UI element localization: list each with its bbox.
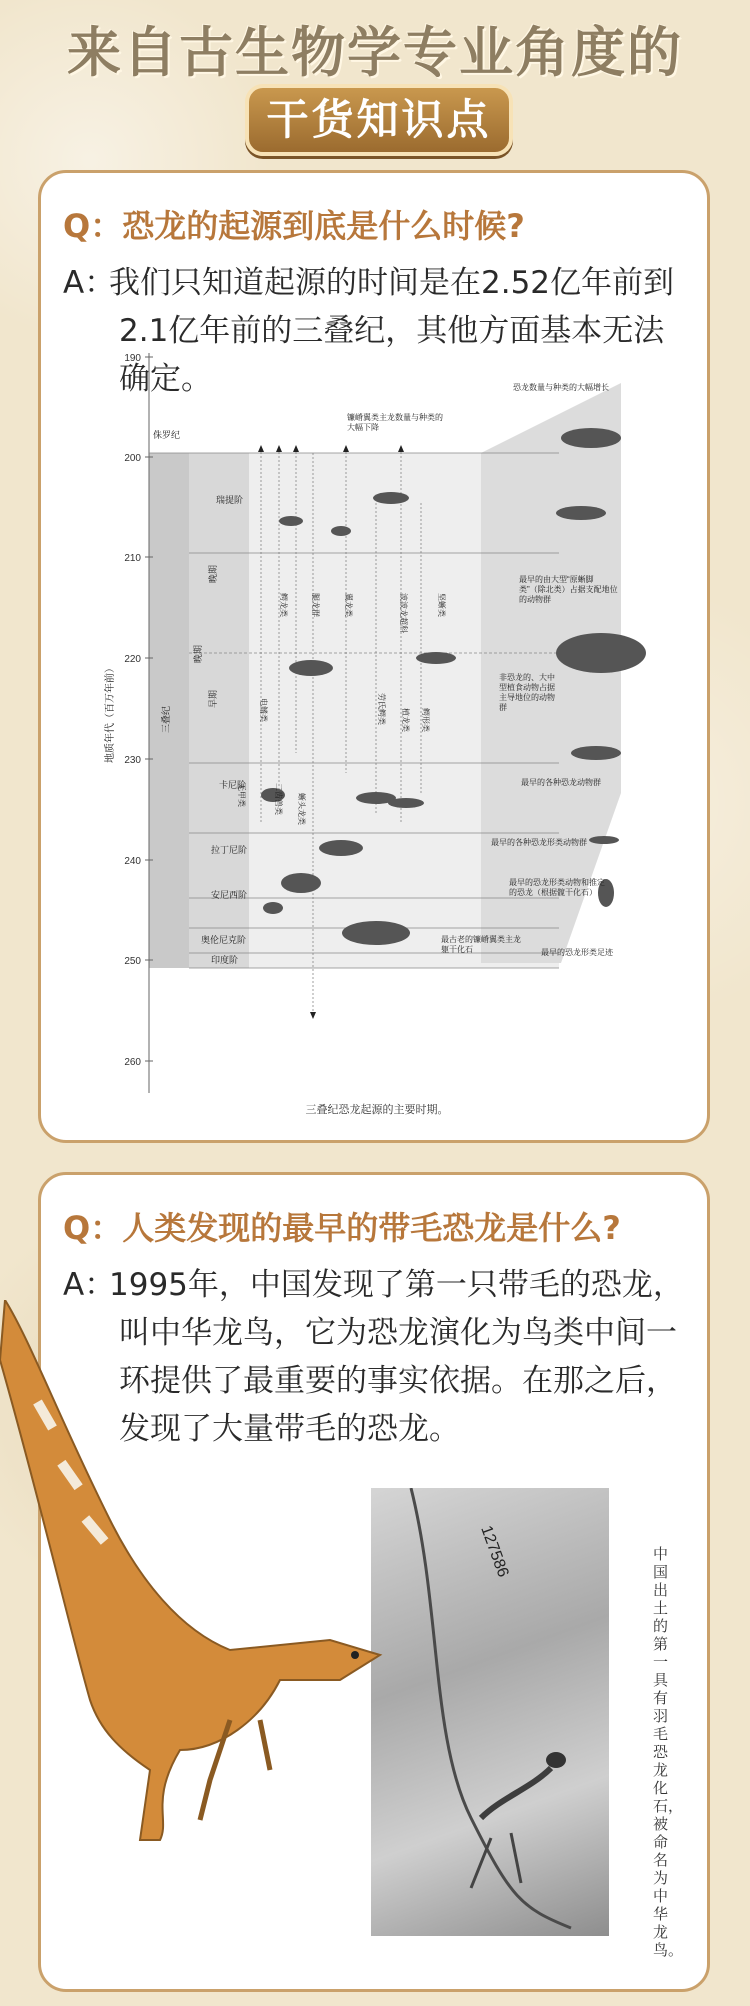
lineage-label: 电鳍类 — [259, 698, 268, 722]
y-tick-label: 260 — [124, 1057, 141, 1068]
note-text: 恐龙数量与种类的大幅增长 — [513, 383, 609, 392]
page-title: 来自古生物学专业角度的 — [67, 21, 683, 84]
lineage-label: 无甲类 — [237, 783, 246, 807]
answer-prefix: A： — [63, 265, 116, 301]
answer-prefix: A： — [63, 1267, 116, 1303]
note-text: 最早的恐龙形类动物和推定的恐龙（根据髋干化石） — [509, 878, 605, 897]
lineage-label: 二齿兽类 — [274, 783, 283, 815]
note-text: 非恐龙的、大中型植食动物占据主导地位的动物群 — [499, 673, 555, 712]
y-tick-label: 210 — [124, 553, 141, 564]
answer-text: 1995年，中国发现了第一只带毛的恐龙，叫中华龙鸟，它为恐龙演化为鸟类中间一环提供了最重要的事实依据。在那之后，发现了大量带毛的恐龙。 — [109, 1267, 684, 1447]
title-badge: 干货知识点 — [245, 84, 513, 156]
lineage-label: 劳氏鳄类 — [377, 693, 386, 725]
note-text: 最早的恐龙形类足迹 — [541, 948, 613, 957]
period-label: 侏罗纪 — [153, 430, 181, 440]
epoch-label: 晚期 — [208, 564, 218, 583]
note-text: 镰嵴翼类主龙数量与种类的大幅下降 — [347, 413, 443, 432]
question-text: Q：恐龙的起源到底是什么时候? — [63, 207, 525, 245]
diagram-caption: 三叠纪恐龙起源的主要时期。 — [305, 1103, 449, 1116]
note-text: 最古老的镰嵴翼类主龙躯干化石 — [441, 935, 521, 954]
answer-text: 我们只知道起源的时间是在2.52亿年前到2.1亿年前的三叠纪，其他方面基本无法确定。 — [109, 265, 675, 397]
y-tick-label: 190 — [124, 353, 141, 364]
stage-label: 瑞提阶 — [216, 495, 244, 505]
fossil-number: 127586 — [477, 1523, 512, 1580]
epoch-label: 早期 — [208, 689, 218, 708]
y-tick-label: 220 — [124, 654, 141, 665]
question-text: Q：人类发现的最早的带毛恐龙是什么? — [63, 1209, 621, 1247]
triassic-timeline-diagram — [101, 353, 661, 1093]
lineage-label: 植龙类 — [401, 708, 410, 732]
stage-label: 卡尼阶 — [219, 780, 247, 790]
stage-label: 拉丁尼阶 — [211, 845, 248, 855]
note-text: 最早的各种恐龙形类动物群 — [491, 838, 587, 847]
lineage-label: 波波龙超科 — [399, 593, 408, 633]
lineage-label: 鳄形类 — [421, 708, 430, 732]
lineage-label: 腿龙群 — [311, 593, 320, 617]
y-axis-label: 地质年代（百万年前） — [105, 663, 116, 763]
lineage-label: 翼龙类 — [344, 593, 353, 617]
epoch-label: 晚期 — [193, 644, 203, 663]
note-text: 最早的由大型“原蜥脚类”（除北类）占据支配地位的动物群 — [519, 575, 618, 604]
lineage-label: 鳄龙类 — [279, 593, 288, 617]
stage-label: 奥伦尼克阶 — [201, 935, 247, 945]
period-label: 三叠纪 — [161, 705, 171, 733]
y-tick-label: 200 — [124, 453, 141, 464]
note-text: 最早的各种恐龙动物群 — [521, 778, 601, 787]
lineage-label: 坚蜥类 — [437, 593, 446, 617]
fossil-caption: 中国出土的第一具有羽毛恐龙化石，被命名为中华龙鸟。 — [653, 1545, 684, 1959]
y-tick-label: 250 — [124, 956, 141, 967]
y-tick-label: 230 — [124, 755, 141, 766]
y-tick-label: 240 — [124, 856, 141, 867]
stage-label: 印度阶 — [211, 955, 239, 965]
qa-card-origin — [38, 170, 710, 1143]
stage-label: 安尼西阶 — [211, 890, 248, 900]
sinosauropteryx-illustration — [0, 1300, 440, 1860]
lineage-label: 蜥头龙类 — [297, 793, 306, 825]
